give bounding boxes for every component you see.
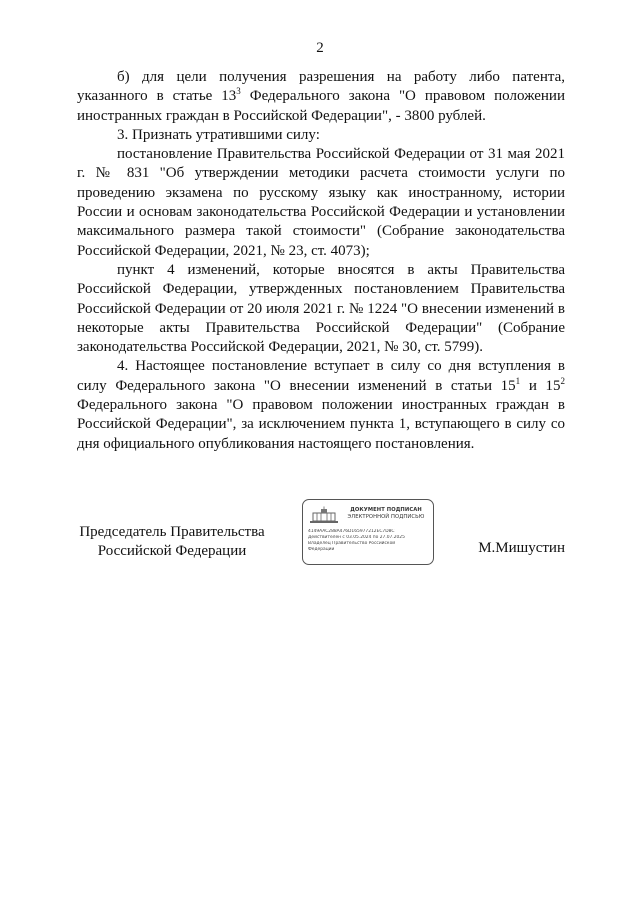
superscript: 3	[236, 86, 241, 97]
electronic-signature-stamp	[302, 499, 434, 565]
paragraph-text: и 15	[520, 377, 561, 394]
paragraph-text: Федерального закона "О правовом положении иностранных граждан в Российской Федерации", - 3800 рублей.	[77, 88, 565, 124]
stamp-header	[341, 507, 431, 521]
stamp-details	[308, 529, 430, 553]
superscript: 1	[515, 375, 521, 386]
signer-title	[77, 523, 267, 561]
signer-title-line: Российской Федерации	[97, 543, 247, 559]
page-number: 2	[316, 40, 324, 56]
signature-block	[77, 493, 565, 573]
paragraph-text: б) для цели получения разрешения на работу либо патента, указанного в статье 13	[77, 69, 565, 105]
document-body	[77, 68, 565, 454]
superscript: 2	[560, 375, 565, 386]
stamp-owner: Владелец Правительство Российской	[308, 541, 396, 546]
signer-name: М.Мишустин	[478, 540, 565, 556]
stamp-owner: Федерации	[308, 547, 335, 552]
government-building-icon	[309, 506, 339, 524]
paragraph-text: 4. Настоящее постановление вступает в силу со дня вступления в силу Федерального закона "О внесении изменений в статьи 15	[77, 358, 565, 394]
stamp-serial: 4149AAC288A476D165977212EC7D8C	[308, 529, 395, 534]
signer-title-line: Председатель Правительства	[79, 524, 265, 540]
stamp-header-line: ДОКУМЕНТ ПОДПИСАН	[350, 507, 422, 513]
paragraph-entry-into-force	[77, 357, 565, 453]
paragraph-repealed-resolution: постановление Правительства Российской Федерации от 31 мая 2021 г. № 831 "Об утверждении методики расчета стоимости услуги по проведению экзамена по русскому языку как иностранному, истории России и основам законодательства Российской Федерации и установлении максимального размера такой стоимости" (Собрание законодательства Российской Федерации, 2021, № 23, ст. 4073);	[77, 146, 565, 259]
paragraph-repeal-heading: 3. Признать утратившими силу:	[117, 126, 320, 143]
paragraph-repealed-item: пункт 4 изменений, которые вносятся в акты Правительства Российской Федерации, утвержденных постановлением Правительства Российской Федерации от 20 июля 2021 г. № 1224 "О внесении изменений в некоторые акты Правительства Российской Федерации" (Собрание законодательства Российской Федерации, 2021, № 30, ст. 5799).	[77, 261, 565, 356]
paragraph-text: Федерального закона "О правовом положении иностранных граждан в Российской Федерации", за исключением пункта 1, вступающего в силу со дня официального опубликования настоящего постановления.	[77, 397, 565, 452]
stamp-validity: Действителен с 03.05.2024 по 27.07.2025	[308, 535, 405, 540]
stamp-header-line: ЭЛЕКТРОННОЙ ПОДПИСЬЮ	[347, 514, 425, 520]
paragraph-work-permit-fee	[77, 68, 565, 126]
